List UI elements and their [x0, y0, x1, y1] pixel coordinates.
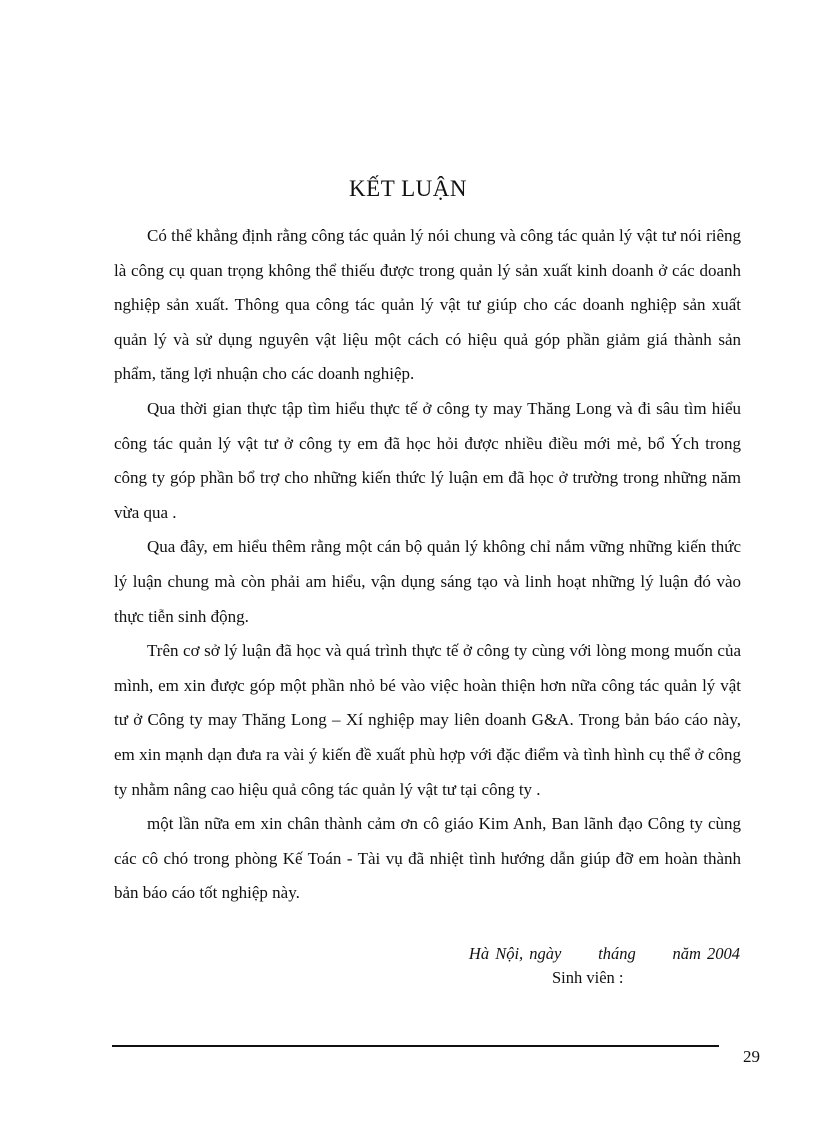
page-number: 29	[743, 1047, 760, 1066]
body-text	[114, 219, 741, 911]
paragraph-5: một lần nữa em xin chân thành cảm ơn cô giáo Kim Anh, Ban lãnh đạo Công ty cùng các cô chó trong phòng Kế Toán - Tài vụ đã nhiệt tình hướng dẫn giúp đỡ em hoàn thành bản báo cáo tốt nghiệp này.	[114, 814, 741, 903]
paragraph-3: Qua đây, em hiểu thêm rằng một cán bộ quản lý không chỉ nắm vững những kiến thức lý luận chung mà còn phải am hiểu, vận dụng sáng tạo và linh hoạt những lý luận đó vào thực tiễn sinh động.	[114, 537, 741, 626]
student-label: Sinh viên :	[552, 968, 624, 987]
paragraph-4: Trên cơ sở lý luận đã học và quá trình thực tế ở công ty cùng với lòng mong muốn của mình, em xin được góp một phần nhỏ bé vào việc hoàn thiện hơn nữa công tác quản lý vật tư ở Công ty may Thăng Long – Xí nghiệp may liên doanh G&A. Trong bản báo cáo này, em xin mạnh dạn đưa ra vài ý kiến đề xuất phù hợp với đặc điểm và tình hình cụ thể ở công ty nhằm nâng cao hiệu quả công tác quản lý vật tư tại công ty .	[114, 641, 741, 799]
page-title: KẾT LUẬN	[349, 176, 467, 201]
footer-rule	[112, 1045, 719, 1047]
paragraph-2: Qua thời gian thực tập tìm hiểu thực tế ở công ty may Thăng Long và đi sâu tìm hiểu công tác quản lý vật tư ở công ty em đã học hỏi được nhiều điều mới mẻ, bổ Ých trong công ty góp phần bổ trợ cho những kiến thức lý luận em đã học ở trường trong những năm vừa qua .	[114, 398, 741, 522]
paragraph-1: Có thể khẳng định rằng công tác quản lý nói chung và công tác quản lý vật tư nói riêng là công cụ quan trọng không thể thiếu được trong quản lý sản xuất kinh doanh ở các doanh nghiệp sản xuất. Thông qua công tác quản lý vật tư giúp cho các doanh nghiệp sản xuất quản lý và sử dụng nguyên vật liệu một cách có hiệu quả góp phần giảm giá thành sản phẩm, tăng lợi nhuận cho các doanh nghiệp.	[114, 226, 741, 384]
date-line: Hà Nội, ngày tháng năm 2004	[468, 944, 740, 963]
signoff-block	[400, 943, 740, 989]
